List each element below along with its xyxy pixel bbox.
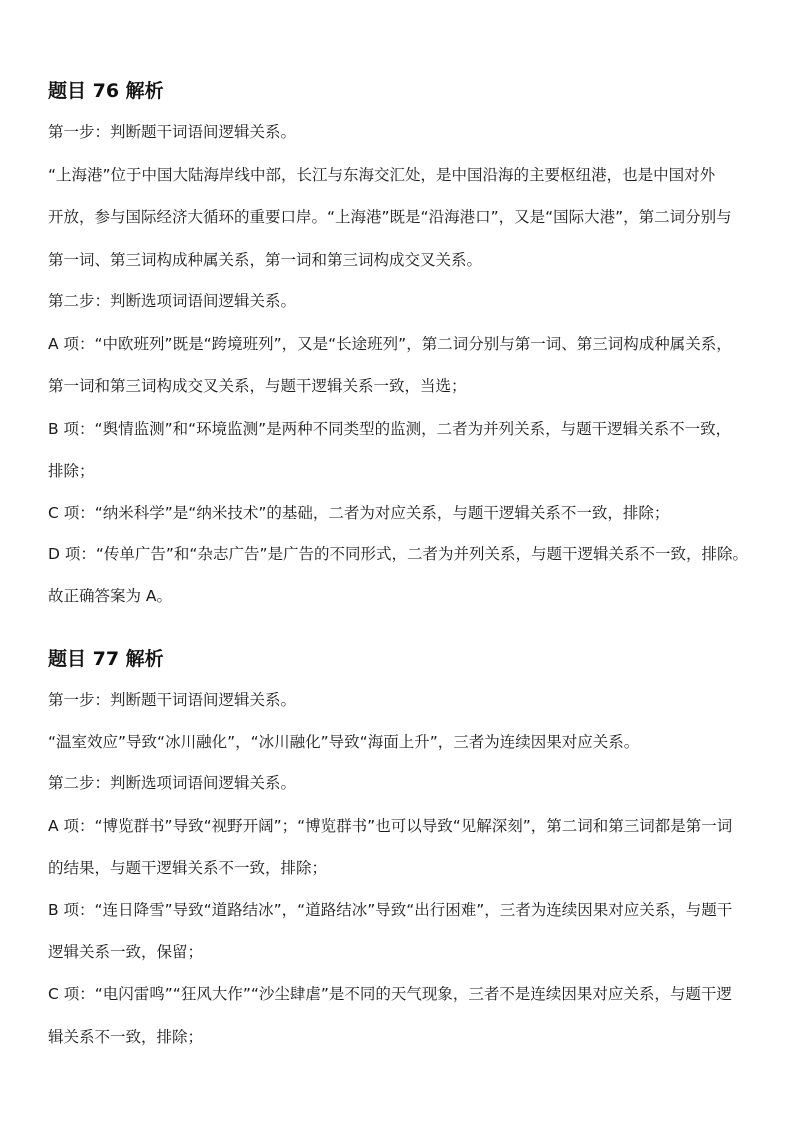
paragraph-line: D 项：“传单广告”和“杂志广告”是广告的不同形式，二者为并列关系，与题干逻辑关系不一致，排除。	[48, 545, 748, 563]
paragraph-line: 第一词和第三词构成交叉关系，与题干逻辑关系一致，当选；	[48, 377, 467, 395]
paragraph-line: 故正确答案为 A。	[48, 587, 173, 605]
paragraph-line: 逻辑关系一致，保留；	[48, 943, 204, 961]
paragraph-line: A 项：“博览群书”导致“视野开阔”；“博览群书”也可以导致“见解深刻”，第二词和第三词都是第一词	[48, 817, 733, 835]
paragraph-line: A 项：“中欧班列”既是“跨境班列”，又是“长途班列”，第二词分别与第一词、第三词构成种属关系，	[48, 335, 732, 353]
paragraph-line: C 项：“电闪雷鸣”“狂风大作”“沙尘肆虐”是不同的天气现象，三者不是连续因果对应关系，与题干逻	[48, 985, 732, 1003]
paragraph-line: 的结果，与题干逻辑关系不一致，排除；	[48, 859, 328, 877]
paragraph-line: 辑关系不一致，排除；	[48, 1028, 204, 1046]
paragraph-line: “温室效应”导致“冰川融化”，“冰川融化”导致“海面上升”，三者为连续因果对应关系。	[48, 733, 640, 751]
section-heading-76: 题目 76 解析	[48, 80, 164, 102]
paragraph-line: 开放，参与国际经济大循环的重要口岸。“上海港”既是“沿海港口”，又是“国际大港”，第二词分别与	[48, 208, 732, 226]
paragraph-line: 第一步：判断题干词语间逻辑关系。	[48, 691, 297, 709]
paragraph-line: 第二步：判断选项词语间逻辑关系。	[48, 774, 297, 792]
paragraph-line: 第一步：判断题干词语间逻辑关系。	[48, 123, 297, 141]
section-heading-77: 题目 77 解析	[48, 648, 164, 670]
paragraph-line: 第二步：判断选项词语间逻辑关系。	[48, 292, 297, 310]
paragraph-line: B 项：“舆情监测”和“环境监测”是两种不同类型的监测，二者为并列关系，与题干逻辑关系不一致，	[48, 420, 732, 438]
paragraph-line: 第一词、第三词构成种属关系，第一词和第三词构成交叉关系。	[48, 251, 483, 269]
paragraph-line: C 项：“纳米科学”是“纳米技术”的基础，二者为对应关系，与题干逻辑关系不一致，排除；	[48, 504, 670, 522]
paragraph-line: “上海港”位于中国大陆海岸线中部，长江与东海交汇处，是中国沿海的主要枢纽港，也是中国对外	[48, 166, 716, 184]
paragraph-line: B 项：“连日降雪”导致“道路结冰”，“道路结冰”导致“出行困难”，三者为连续因果对应关系，与题干	[48, 901, 733, 919]
paragraph-line: 排除；	[48, 462, 95, 480]
